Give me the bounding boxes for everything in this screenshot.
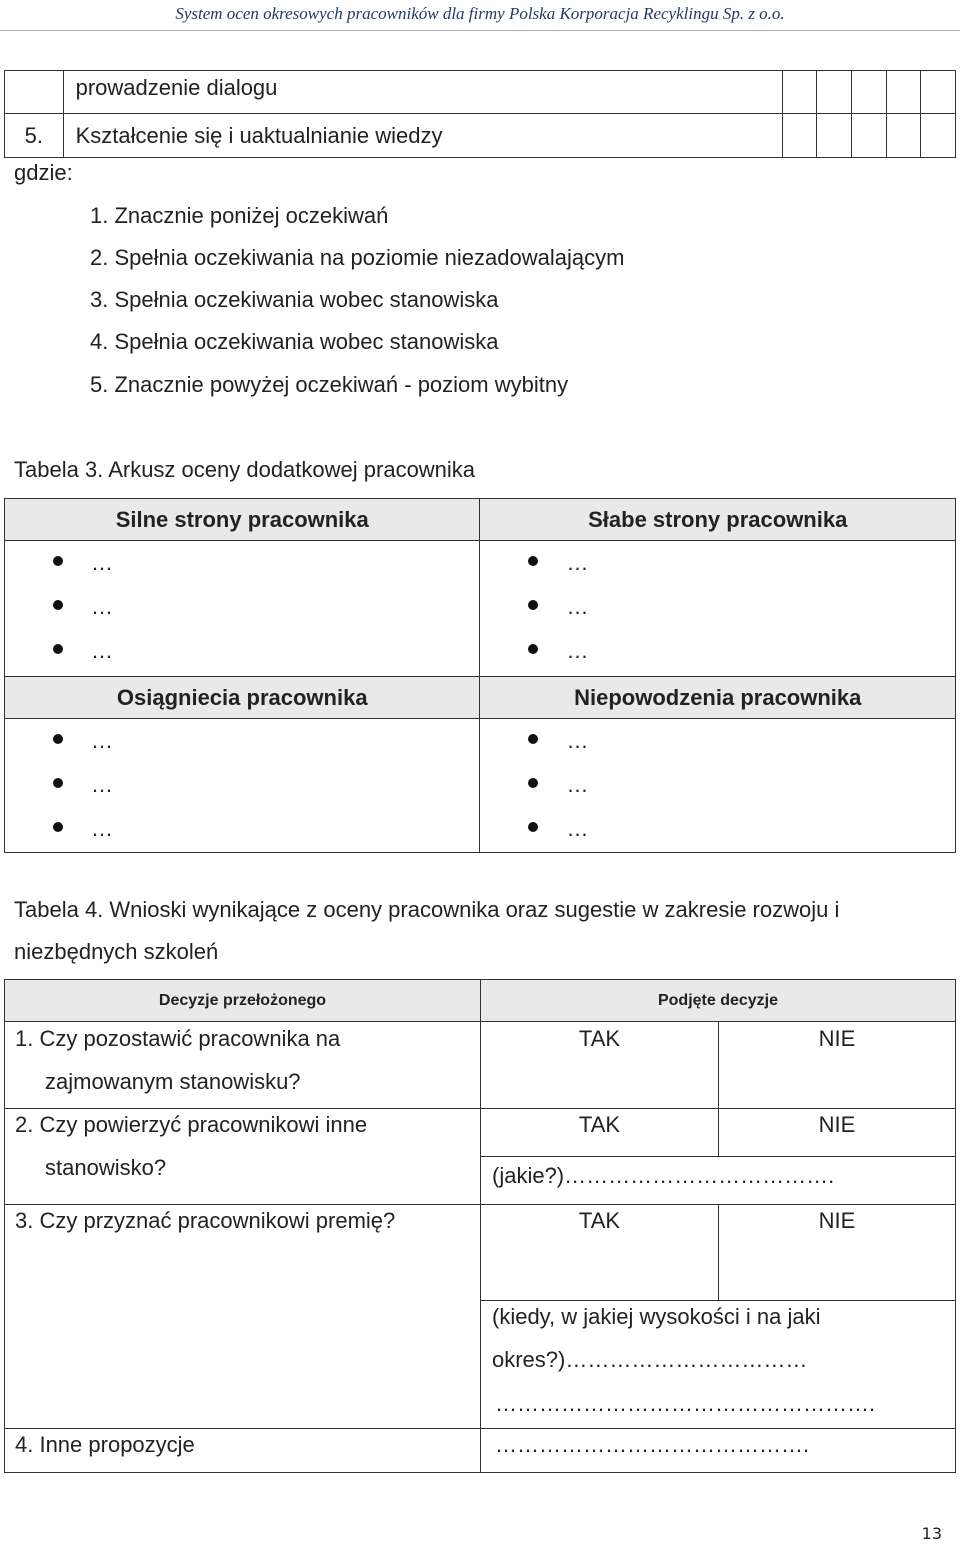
rating-cell[interactable] <box>921 71 956 114</box>
q1-no-option[interactable]: NIE <box>818 1026 856 1051</box>
question-2: 2. Czy powierzyć pracownikowi inne <box>15 1112 368 1137</box>
table4-caption-cont: niezbędnych szkoleń <box>14 939 219 964</box>
table3-caption: Tabela 3. Arkusz oceny dodatkowej pracownika <box>14 457 476 482</box>
rating-cell[interactable] <box>886 71 921 114</box>
list-item: … <box>480 541 955 585</box>
rating-cell[interactable] <box>817 114 852 158</box>
list-item: … <box>480 763 955 807</box>
question-1-cont: zajmowanym stanowisku? <box>45 1069 301 1094</box>
list-item: … <box>5 541 479 585</box>
weaknesses-cell[interactable] <box>480 541 956 677</box>
page-header: System ocen okresowych pracowników dla firmy Polska Korporacja Recyklingu Sp. z o.o. <box>175 4 785 23</box>
legend-item: 1. Znacznie poniżej oczekiwań <box>90 203 389 228</box>
row-label: Kształcenie się i uaktualnianie wiedzy <box>63 114 782 158</box>
legend-item: 3. Spełnia oczekiwania wobec stanowiska <box>90 287 499 312</box>
list-item: … <box>5 585 479 629</box>
list-item: … <box>5 629 479 673</box>
column-divider <box>480 1022 481 1472</box>
list-item: … <box>480 807 955 851</box>
page-number: 13 <box>921 1524 942 1543</box>
strengths-header: Silne strony pracownika <box>5 499 480 541</box>
row-continuation: prowadzenie dialogu <box>63 71 782 114</box>
question-1: 1. Czy pozostawić pracownika na <box>15 1026 341 1051</box>
legend-intro: gdzie: <box>14 160 73 185</box>
q3-when-how-much: (kiedy, w jakiej wysokości i na jaki <box>492 1304 821 1329</box>
rating-cell[interactable] <box>921 114 956 158</box>
rating-cell[interactable] <box>782 114 817 158</box>
question-3: 3. Czy przyznać pracownikowi premię? <box>15 1208 396 1233</box>
q3-no-option[interactable]: NIE <box>818 1208 856 1233</box>
strengths-cell[interactable] <box>5 541 480 677</box>
achievements-cell[interactable] <box>5 719 480 853</box>
rating-cell[interactable] <box>852 71 887 114</box>
list-item: … <box>5 719 479 763</box>
additional-assessment-table <box>4 498 956 853</box>
weaknesses-header: Słabe strony pracownika <box>480 499 956 541</box>
decisions-table <box>4 979 956 1473</box>
q2-which-field[interactable]: (jakie?)………………………………. <box>492 1163 835 1188</box>
q2-yes-option[interactable]: TAK <box>578 1112 621 1137</box>
achievements-header: Osiągniecia pracownika <box>5 677 480 719</box>
row-number: 5. <box>5 114 64 158</box>
list-item: … <box>5 807 479 851</box>
rating-cell[interactable] <box>852 114 887 158</box>
list-item: … <box>480 629 955 673</box>
q1-yes-option[interactable]: TAK <box>578 1026 621 1051</box>
decisions-header: Decyzje przełożonego <box>5 980 481 1022</box>
q3-dots-line[interactable]: ……………………………………………. <box>495 1391 876 1416</box>
rating-cell[interactable] <box>782 71 817 114</box>
rating-cell[interactable] <box>886 114 921 158</box>
rating-cell[interactable] <box>817 71 852 114</box>
rating-table-tail <box>4 70 956 158</box>
list-item: … <box>5 763 479 807</box>
list-item: … <box>480 585 955 629</box>
legend-item: 4. Spełnia oczekiwania wobec stanowiska <box>90 329 499 354</box>
q3-yes-option[interactable]: TAK <box>578 1208 621 1233</box>
failures-cell[interactable] <box>480 719 956 853</box>
question-2-cont: stanowisko? <box>45 1155 167 1180</box>
taken-decisions-header: Podjęte decyzje <box>481 980 955 1022</box>
list-item: … <box>480 719 955 763</box>
table4-caption: Tabela 4. Wnioski wynikające z oceny pracownika oraz sugestie w zakresie rozwoju i <box>14 897 840 922</box>
q4-proposals-field[interactable]: ……………………………………. <box>495 1432 810 1457</box>
header-rule <box>0 30 960 31</box>
legend-item: 2. Spełnia oczekiwania na poziomie niezadowalającym <box>90 245 625 270</box>
question-4: 4. Inne propozycje <box>15 1432 195 1457</box>
failures-header: Niepowodzenia pracownika <box>480 677 956 719</box>
q3-period-field[interactable]: okres?)…………………………… <box>492 1347 808 1372</box>
legend-item: 5. Znacznie powyżej oczekiwań - poziom wybitny <box>90 372 569 397</box>
q2-no-option[interactable]: NIE <box>818 1112 856 1137</box>
